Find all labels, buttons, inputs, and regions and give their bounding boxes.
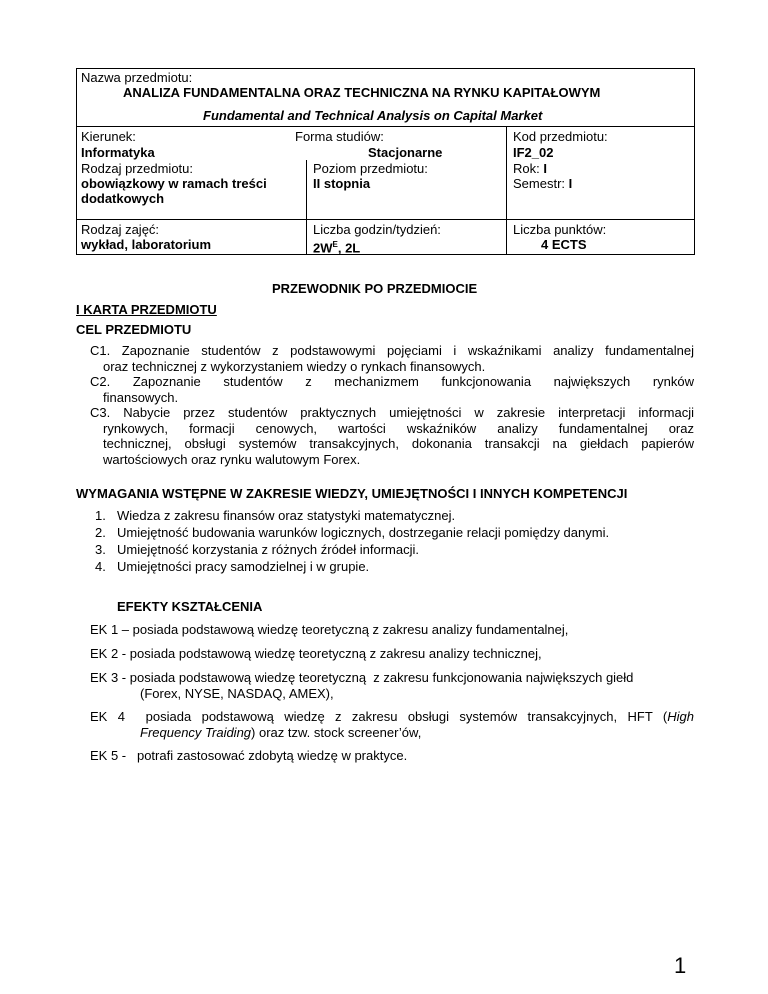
list-item: [95, 541, 609, 558]
rodzaj-przedmiotu-value-2: dodatkowych: [81, 191, 165, 206]
ek4-line2-italic: Frequency Traiding: [140, 725, 252, 740]
punkty-label: Liczba punktów:: [513, 222, 607, 237]
list-item-text: Umiejętność budowania warunków logicznych, dostrzeganie relacji pomiędzy danymi.: [117, 525, 610, 540]
list-item-text: Wiedza z zakresu finansów oraz statystyki matematycznej.: [117, 508, 456, 523]
list-item-number: 4.: [95, 559, 106, 574]
kierunek-label: Kierunek:: [81, 129, 136, 144]
poziom-value: II stopnia: [313, 176, 371, 191]
list-item-text: Umiejętność korzystania z różnych źródeł informacji.: [117, 542, 419, 557]
ek4-line1: [90, 709, 694, 725]
cel-c2-line1: C2. Zapoznanie studentów z mechanizmem funkcjonowania największych rynków: [90, 374, 694, 389]
guide-title: PRZEWODNIK PO PRZEDMIOCIE: [272, 281, 478, 296]
rodzaj-przedmiotu-label: Rodzaj przedmiotu:: [81, 161, 193, 176]
cel-c3-line1: C3. Nabycie przez studentów praktycznych umiejętności w zakresie interpretacji informacji: [90, 405, 694, 420]
kierunek-value: Informatyka: [81, 145, 155, 160]
poziom-label: Poziom przedmiotu:: [313, 161, 428, 176]
list-item-text: Umiejętności pracy samodzielnej i w grupie.: [117, 559, 370, 574]
efekty-heading: EFEKTY KSZTAŁCENIA: [117, 599, 263, 614]
ek5: EK 5 - potrafi zastosować zdobytą wiedzę w praktyce.: [90, 748, 408, 763]
semestr-label: Semestr:: [513, 176, 566, 191]
cel-list: [90, 343, 694, 467]
wymagania-list: [95, 507, 609, 575]
rok-value: I: [543, 161, 547, 176]
godziny-label: Liczba godzin/tydzień:: [313, 222, 441, 237]
list-item-number: 1.: [95, 508, 106, 523]
wymagania-heading: WYMAGANIA WSTĘPNE W ZAKRESIE WIEDZY, UMIEJĘTNOŚCI I INNYCH KOMPETENCJI: [76, 486, 628, 501]
ek2: EK 2 - posiada podstawową wiedzę teoretyczną z zakresu analizy technicznej,: [90, 646, 542, 661]
cel-heading: CEL PRZEDMIOTU: [76, 322, 192, 337]
cel-c2-line2: finansowych.: [103, 389, 179, 405]
ek3-line2: (Forex, NYSE, NASDAQ, AMEX),: [140, 686, 334, 701]
ek4-line2-b: ) oraz tzw. stock screener’ów,: [251, 725, 422, 740]
kod-value: IF2_02: [513, 145, 554, 160]
rodzaj-zajec-value: wykład, laboratorium: [81, 237, 212, 252]
course-name-en: Fundamental and Technical Analysis on Capital Market: [203, 108, 543, 123]
semestr-value: I: [568, 176, 573, 191]
list-item: [95, 507, 609, 524]
rodzaj-zajec-label: Rodzaj zajęć:: [81, 222, 160, 237]
list-item-number: 3.: [95, 542, 106, 557]
ek4-line1-italic: High: [667, 709, 694, 724]
list-item-number: 2.: [95, 525, 106, 540]
kod-label: Kod przedmiotu:: [513, 129, 608, 144]
punkty-value: 4 ECTS: [541, 237, 587, 252]
cel-c3-line3: technicznej, obsługi systemów transakcyjnych, dokonania transakcji na giełdach papierów: [103, 436, 694, 451]
ek1: EK 1 – posiada podstawową wiedzę teoretyczną z zakresu analizy fundamentalnej,: [90, 622, 569, 637]
course-name-pl: ANALIZA FUNDAMENTALNA ORAZ TECHNICZNA NA RYNKU KAPITAŁOWYM: [123, 85, 601, 100]
semestr-field: [513, 176, 572, 191]
godziny-value-sup: E: [332, 240, 338, 249]
forma-value: Stacjonarne: [368, 145, 443, 160]
section-title: I KARTA PRZEDMIOTU: [76, 302, 217, 317]
godziny-value-b: , 2L: [337, 240, 361, 256]
ek4-line1-a: EK 4 posiada podstawową wiedzę z zakresu obsługi systemów transakcyjnych, HFT (: [90, 709, 668, 724]
page-number: 1: [674, 953, 687, 978]
course-name-label: Nazwa przedmiotu:: [81, 70, 193, 85]
godziny-value: [313, 237, 360, 255]
cel-c3-line2: rynkowych, formacji cenowych, wartości wskaźników analizy fundamentalnej oraz: [103, 420, 694, 436]
cel-c3-line4: wartościowych oraz rynku walutowym Forex.: [103, 451, 361, 467]
list-item: [95, 524, 609, 541]
cel-c1-line1: C1. Zapoznanie studentów z podstawowymi pojęciami i wskaźnikami analizy fundamentalnej: [90, 343, 694, 358]
godziny-value-a: 2W: [313, 240, 333, 256]
ek4-line2: [140, 725, 421, 741]
ek3-line1: EK 3 - posiada podstawową wiedzę teoretyczną z zakresu funkcjonowania największych giełd: [90, 670, 634, 685]
forma-label: Forma studiów:: [295, 129, 384, 144]
list-item: [95, 558, 609, 575]
rok-label: Rok:: [513, 161, 540, 176]
rok-field: [513, 161, 547, 176]
cel-c1-line2: oraz technicznej z wykorzystaniem wiedzy o rynkach finansowych.: [103, 358, 486, 374]
rodzaj-przedmiotu-value-1: obowiązkowy w ramach treści: [81, 176, 267, 191]
